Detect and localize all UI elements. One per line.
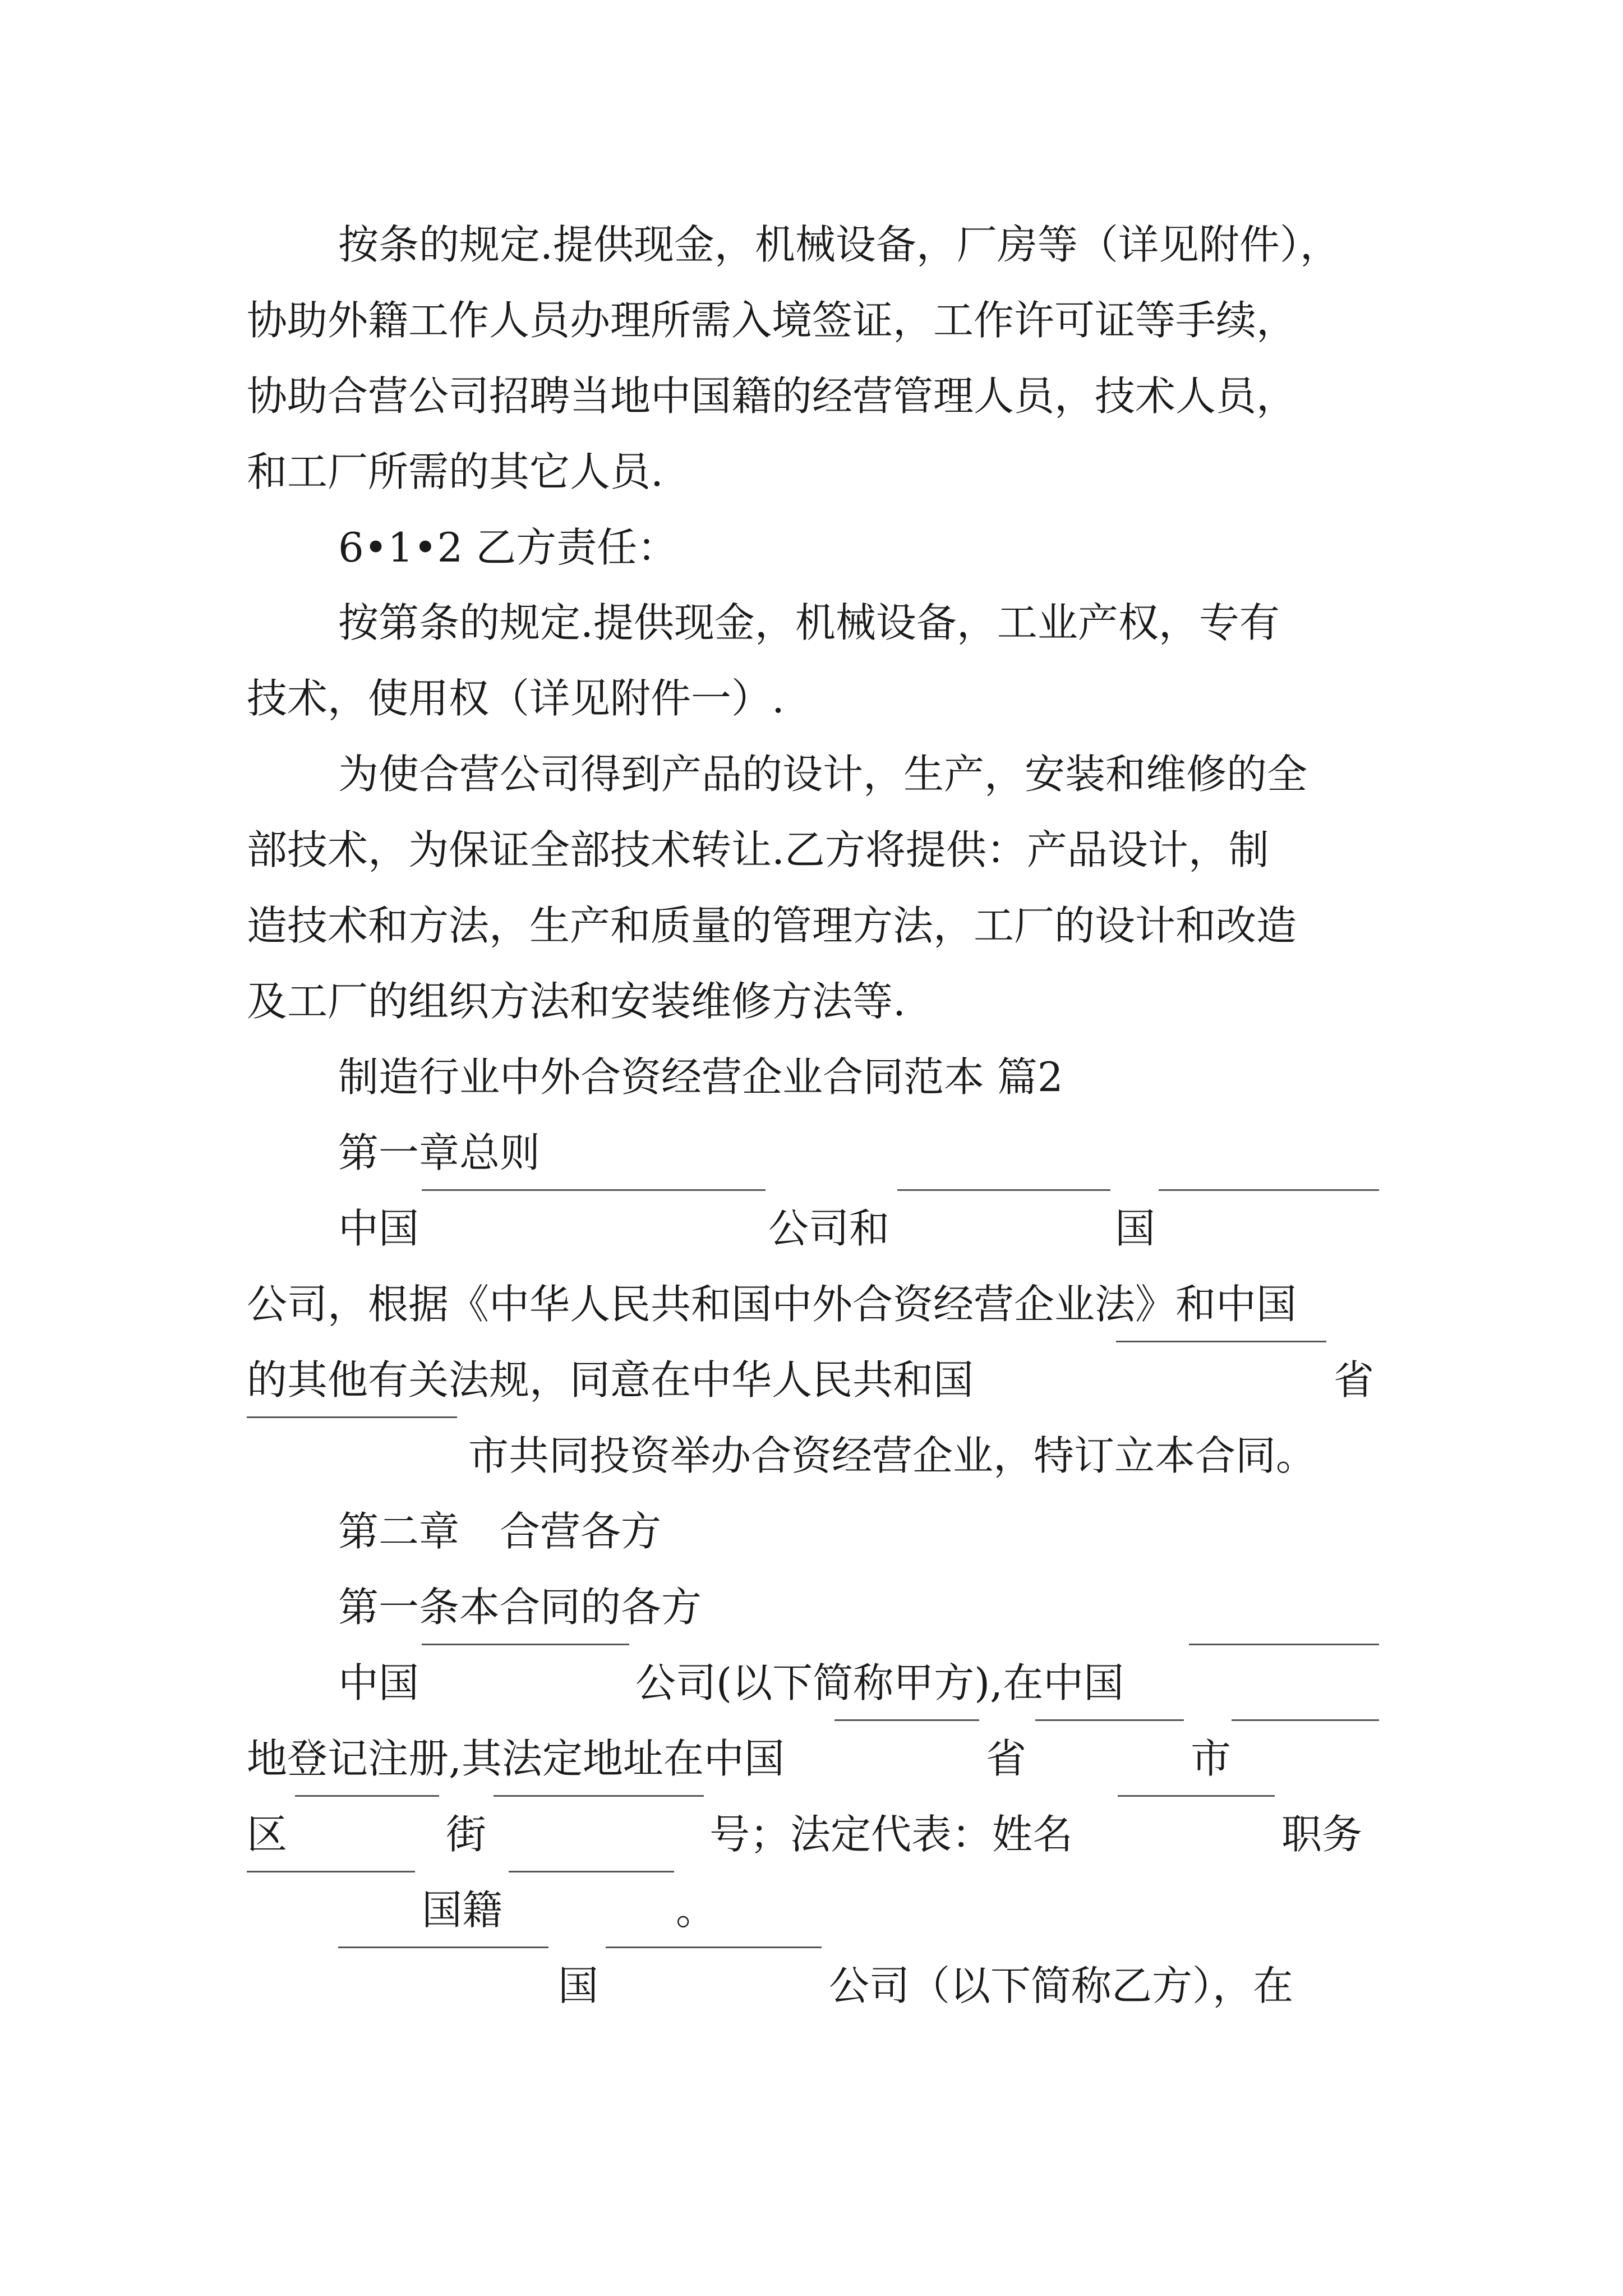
blank-underline bbox=[1116, 1341, 1326, 1342]
paragraph-line bbox=[0, 357, 1623, 435]
text-run: 。 bbox=[676, 1887, 717, 1934]
text-run: 6•1•2 乙方责任： bbox=[338, 524, 678, 571]
paragraph-line bbox=[0, 1265, 1623, 1343]
blank-underline bbox=[247, 1416, 457, 1418]
text-run: 公司，根据《中华人民共和国中外合资经营企业法》和中国 bbox=[247, 1281, 1297, 1328]
blank-underline bbox=[897, 1189, 1110, 1191]
paragraph-line bbox=[0, 1189, 1623, 1268]
text-run: 第二章 合营各方 bbox=[338, 1508, 662, 1555]
blank-underline bbox=[1035, 1719, 1184, 1721]
text-run: 省 bbox=[1334, 1356, 1375, 1404]
text-run: 协助合营公司招聘当地中国籍的经营管理人员，技术人员， bbox=[247, 372, 1297, 420]
blank-underline bbox=[834, 1719, 979, 1721]
chapter-heading-line bbox=[0, 1114, 1623, 1192]
text-run: 职务 bbox=[1281, 1811, 1363, 1858]
paragraph-line bbox=[0, 1416, 1623, 1495]
paragraph-line bbox=[0, 659, 1623, 738]
blank-underline bbox=[1159, 1189, 1379, 1191]
text-run: 为使合营公司得到产品的设计，生产，安装和维修的全 bbox=[338, 751, 1308, 798]
paragraph-line bbox=[0, 811, 1623, 889]
text-run: 第一章总则 bbox=[338, 1129, 541, 1176]
text-run: 号；法定代表：姓名 bbox=[709, 1811, 1073, 1858]
text-run: 市 bbox=[1191, 1735, 1232, 1782]
blank-underline bbox=[247, 1871, 415, 1872]
paragraph-line bbox=[0, 1644, 1623, 1722]
paragraph-line bbox=[0, 1719, 1623, 1798]
document-title-line bbox=[0, 1038, 1623, 1116]
article-heading-line bbox=[0, 1568, 1623, 1646]
text-run: 按第条的规定.提供现金，机械设备，工业产权，专有 bbox=[338, 599, 1280, 646]
paragraph-line bbox=[0, 735, 1623, 813]
text-run: 及工厂的组织方法和安装维修方法等. bbox=[247, 978, 906, 1025]
text-run: 的其他有关法规，同意在中华人民共和国 bbox=[247, 1356, 974, 1404]
text-run: 公司（以下简称乙方），在 bbox=[829, 1962, 1294, 2009]
paragraph-line bbox=[0, 886, 1623, 965]
blank-underline bbox=[295, 1795, 439, 1797]
section-number-line bbox=[0, 508, 1623, 587]
paragraph-line bbox=[0, 1871, 1623, 1949]
text-run: 公司和 bbox=[768, 1205, 890, 1252]
blank-underline bbox=[606, 1947, 822, 1948]
text-run: 公司(以下简称甲方),在中国 bbox=[635, 1659, 1124, 1706]
paragraph-line bbox=[0, 432, 1623, 511]
blank-underline bbox=[1232, 1719, 1379, 1721]
paragraph-line bbox=[0, 1341, 1623, 1419]
blank-underline bbox=[494, 1795, 704, 1797]
text-run: 国 bbox=[1115, 1205, 1156, 1252]
paragraph-line bbox=[0, 205, 1623, 284]
text-run: 市共同投资举办合资经营企业，特订立本合同。 bbox=[468, 1432, 1317, 1479]
text-run: 部技术，为保证全部技术转让.乙方将提供：产品设计，制 bbox=[247, 826, 1269, 873]
blank-underline bbox=[422, 1644, 629, 1645]
text-run: 街 bbox=[446, 1811, 487, 1858]
blank-underline bbox=[1118, 1795, 1275, 1797]
paragraph-line bbox=[0, 1947, 1623, 2025]
paragraph-line bbox=[0, 1795, 1623, 1874]
paragraph-line bbox=[0, 583, 1623, 662]
text-run: 造技术和方法，生产和质量的管理方法，工厂的设计和改造 bbox=[247, 902, 1297, 949]
text-run: 第一条本合同的各方 bbox=[338, 1584, 702, 1631]
chapter-heading-line bbox=[0, 1492, 1623, 1571]
blank-underline bbox=[1189, 1644, 1379, 1645]
text-run: 区 bbox=[247, 1811, 288, 1858]
text-run: 制造行业中外合资经营企业合同范本 篇2 bbox=[338, 1053, 1063, 1101]
text-run: 和工厂所需的其它人员. bbox=[247, 448, 663, 495]
text-run: 中国 bbox=[338, 1659, 419, 1706]
text-run: 国籍 bbox=[422, 1887, 503, 1934]
text-run: 中国 bbox=[338, 1205, 419, 1252]
blank-underline bbox=[509, 1871, 674, 1872]
paragraph-line bbox=[0, 281, 1623, 360]
blank-underline bbox=[338, 1947, 548, 1948]
blank-underline bbox=[422, 1189, 766, 1191]
text-run: 技术，使用权（详见附件一）. bbox=[247, 675, 785, 722]
text-run: 国 bbox=[558, 1962, 599, 2009]
text-run: 省 bbox=[986, 1735, 1027, 1782]
paragraph-line bbox=[0, 962, 1623, 1041]
text-run: 协助外籍工作人员办理所需入境签证，工作许可证等手续， bbox=[247, 297, 1297, 344]
text-run: 地登记注册,其法定地址在中国 bbox=[247, 1735, 785, 1782]
text-run: 按条的规定.提供现金，机械设备，厂房等（详见附件）， bbox=[338, 221, 1340, 268]
